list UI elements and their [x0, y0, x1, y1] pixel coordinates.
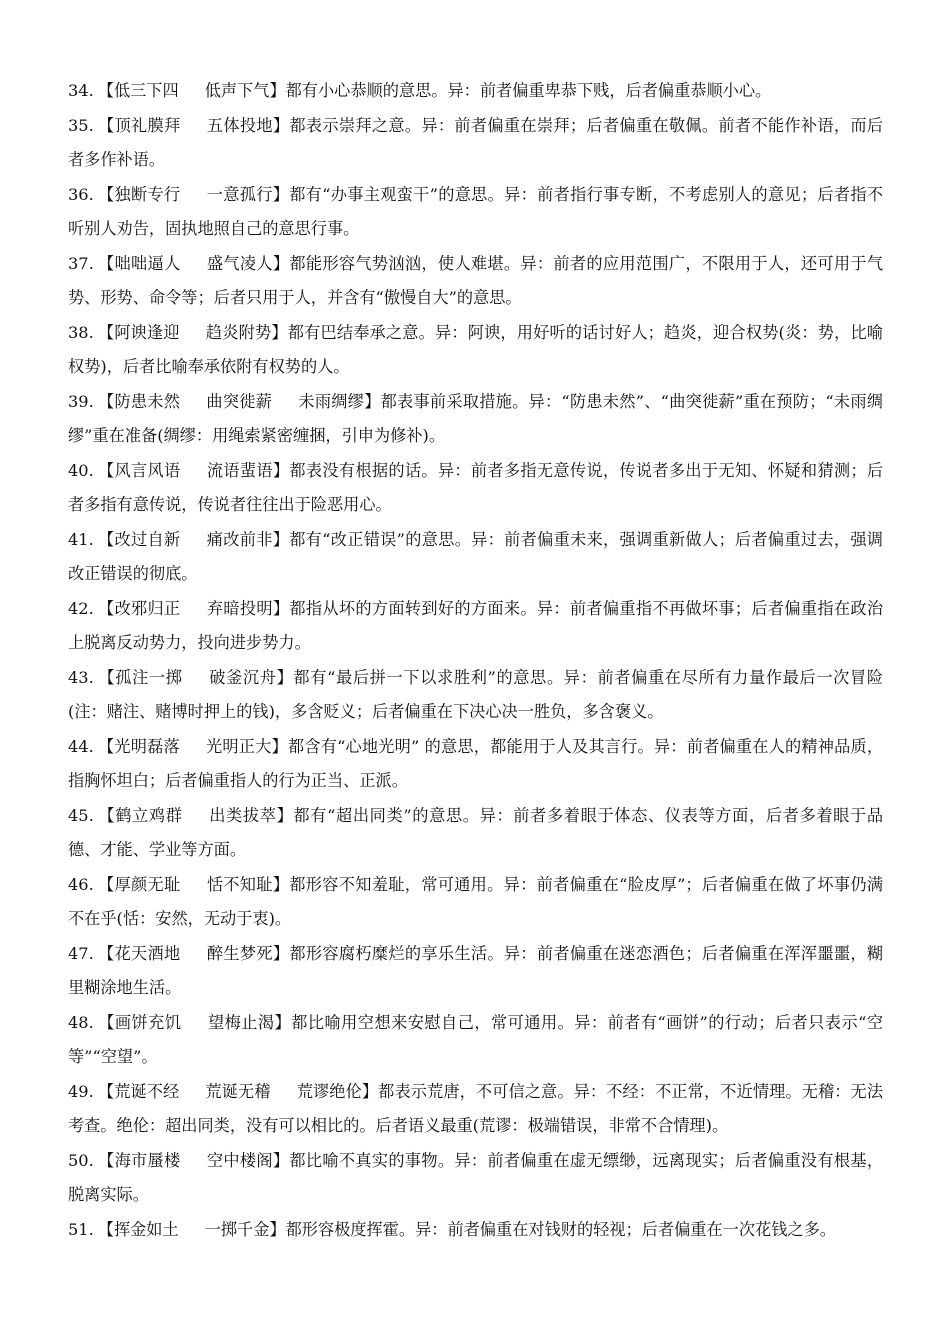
idiom-term: 独断专行 — [114, 184, 181, 204]
entry-number: 46. — [68, 874, 94, 894]
entry-number: 37. — [68, 253, 94, 273]
entry-number: 35. — [68, 115, 94, 135]
idiom-term: 破釜沉舟 — [208, 667, 277, 687]
idiom-term: 未雨绸缪 — [298, 391, 365, 411]
idiom-term: 低三下四 — [113, 81, 179, 100]
idiom-term: 光明磊落 — [114, 736, 180, 756]
idiom-term: 流语蜚语 — [206, 460, 273, 480]
idiom-term: 荒诞无稽 — [205, 1081, 271, 1101]
idiom-entry: 39. 【防患未然 曲突徙薪 未雨绸缪】都表事前采取措施。异：“防患未然”、“曲突徙薪”重在预防；“未雨绸缪”重在准备(绸缪：用绳索紧密缠捆，引申为修补)。 — [68, 391, 883, 445]
idiom-entry-list — [68, 74, 883, 1247]
idiom-entry: 49. 【荒诞不经 荒诞无稽 荒谬绝伦】都表示荒唐，不可信之意。异：不经：不正常，不近情理。无稽：无法考查。绝伦：超出同类，没有可以相比的。后者语义最重(荒谬：极端错误，非常不合情理)。 — [68, 1081, 884, 1135]
entry-number: 51. — [68, 1219, 94, 1239]
idiom-term: 醉生梦死 — [206, 943, 273, 963]
idiom-entry: 50. 【海市蜃楼 空中楼阁】都比喻不真实的事物。异：前者偏重在虚无缥缈，远离现实；后者偏重没有根基，脱离实际。 — [68, 1150, 884, 1204]
idiom-term: 一掷千金 — [204, 1219, 270, 1239]
idiom-term: 海市蜃楼 — [114, 1150, 181, 1170]
entry-number: 47. — [68, 943, 94, 963]
idiom-entry: 35. 【顶礼膜拜 五体投地】都表示崇拜之意。异：前者偏重在崇拜；后者偏重在敬佩。前者不能作补语，而后者多作补语。 — [68, 115, 884, 169]
idiom-entry: 48. 【画饼充饥 望梅止渴】都比喻用空想来安慰自己，常可通用。异：前者有“画饼”的行动；后者只表示“空等”“空望”。 — [68, 1012, 884, 1066]
document-page — [68, 74, 883, 1247]
idiom-term: 出类拔萃 — [208, 805, 277, 825]
entry-explanation: 都指从坏的方面转到好的方面来。异：前者偏重指不再做坏事；后者偏重指在政治上脱离反动势力，投向进步势力。 — [68, 598, 884, 652]
entry-explanation: 都表没有根据的话。异：前者多指无意传说，传说者多出于无知、怀疑和猜测；后者多指有意传说，传说者往往出于险恶用心。 — [68, 460, 884, 514]
entry-explanation: 都有“最后拼一下以求胜利”的意思。异：前者偏重在尽所有力量作最后一次冒险(注：赌注、赌博时押上的钱)，多含贬义；后者偏重在下决心决一胜负，多含褒义。 — [68, 667, 884, 721]
idiom-term: 改邪归正 — [114, 598, 181, 618]
entry-explanation: 都形容不知羞耻，常可通用。异：前者偏重在“脸皮厚”；后者偏重在做了坏事仍满不在乎(恬：安然，无动于衷)。 — [68, 874, 884, 928]
idiom-term: 挥金如土 — [113, 1219, 179, 1239]
entry-explanation: 都表示荒唐，不可信之意。异：不经：不正常，不近情理。无稽：无法考查。绝伦：超出同类，没有可以相比的。后者语义最重(荒谬：极端错误，非常不合情理)。 — [68, 1081, 884, 1135]
idiom-term: 曲突徙薪 — [206, 391, 273, 411]
entry-number: 42. — [68, 598, 94, 618]
idiom-term: 画饼充饥 — [114, 1012, 182, 1032]
entry-explanation: 都有“办事主观蛮干”的意思。异：前者指行事专断，不考虑别人的意见；后者指不听别人劝告，固执地照自己的意思行事。 — [68, 184, 883, 238]
idiom-term: 厚颜无耻 — [114, 874, 181, 894]
entry-number: 36. — [68, 184, 94, 204]
entry-number: 38. — [68, 322, 94, 342]
idiom-term: 趋炎附势 — [205, 322, 272, 342]
idiom-entry: 34. 【低三下四 低声下气】都有小心恭顺的意思。异：前者偏重卑恭下贱，后者偏重恭顺小心。 — [68, 81, 772, 100]
idiom-term: 五体投地 — [206, 115, 273, 135]
entry-number: 44. — [68, 736, 94, 756]
entry-explanation: 都表事前采取措施。异：“防患未然”、“曲突徙薪”重在预防；“未雨绸缪”重在准备(绸缪：用绳索紧密缠捆，引申为修补)。 — [68, 391, 883, 445]
idiom-entry: 44. 【光明磊落 光明正大】都含有“心地光明” 的意思，都能用于人及其言行。异：前者偏重在人的精神品质，指胸怀坦白；后者偏重指人的行为正当、正派。 — [68, 736, 884, 790]
entry-explanation: 都有小心恭顺的意思。异：前者偏重卑恭下贱，后者偏重恭顺小心。 — [285, 81, 772, 100]
idiom-term: 盛气凌人 — [206, 253, 273, 273]
idiom-term: 孤注一掷 — [115, 667, 183, 687]
idiom-term: 阿谀逢迎 — [114, 322, 180, 342]
idiom-term: 咄咄逼人 — [114, 253, 181, 273]
idiom-entry: 36. 【独断专行 一意孤行】都有“办事主观蛮干”的意思。异：前者指行事专断，不考虑别人的意见；后者指不听别人劝告，固执地照自己的意思行事。 — [68, 184, 883, 238]
idiom-entry: 40. 【风言风语 流语蜚语】都表没有根据的话。异：前者多指无意传说，传说者多出于无知、怀疑和猜测；后者多指有意传说，传说者往往出于险恶用心。 — [68, 460, 884, 514]
idiom-entry: 51. 【挥金如土 一掷千金】都形容极度挥霍。异：前者偏重在对钱财的轻视；后者偏重在一次花钱之多。 — [68, 1219, 836, 1239]
idiom-term: 鹤立鸡群 — [115, 805, 183, 825]
entry-explanation: 都比喻用空想来安慰自己，常可通用。异：前者有“画饼”的行动；后者只表示“空等”“空望”。 — [68, 1012, 884, 1066]
entry-explanation: 都有巴结奉承之意。异：阿谀，用好听的话讨好人；趋炎，迎合权势(炎：势，比喻权势)，后者比喻奉承依附有权势的人。 — [68, 322, 884, 376]
entry-explanation: 都形容腐朽糜烂的享乐生活。异：前者偏重在迷恋酒色；后者偏重在浑浑噩噩，糊里糊涂地生活。 — [68, 943, 884, 997]
idiom-term: 风言风语 — [114, 460, 181, 480]
entry-number: 39. — [68, 391, 94, 411]
idiom-entry: 37. 【咄咄逼人 盛气凌人】都能形容气势汹汹，使人难堪。异：前者的应用范围广，不限用于人，还可用于气势、形势、命令等；后者只用于人，并含有“傲慢自大”的意思。 — [68, 253, 884, 307]
idiom-term: 空中楼阁 — [206, 1150, 273, 1170]
idiom-entry: 46. 【厚颜无耻 恬不知耻】都形容不知羞耻，常可通用。异：前者偏重在“脸皮厚”；后者偏重在做了坏事仍满不在乎(恬：安然，无动于衷)。 — [68, 874, 884, 928]
idiom-entry: 43. 【孤注一掷 破釜沉舟】都有“最后拼一下以求胜利”的意思。异：前者偏重在尽所有力量作最后一次冒险(注：赌注、赌博时押上的钱)，多含贬义；后者偏重在下决心决一胜负，多含褒义。 — [68, 667, 884, 721]
entry-explanation: 都有“超出同类”的意思。异：前者多着眼于体态、仪表等方面，后者多着眼于品德、才能、学业等方面。 — [68, 805, 884, 859]
entry-explanation: 都有“改正错误”的意思。异：前者偏重未来，强调重新做人；后者偏重过去，强调改正错误的彻底。 — [68, 529, 883, 583]
entry-number: 41. — [68, 529, 94, 549]
entry-explanation: 都表示崇拜之意。异：前者偏重在崇拜；后者偏重在敬佩。前者不能作补语，而后者多作补语。 — [68, 115, 884, 169]
idiom-entry: 38. 【阿谀逢迎 趋炎附势】都有巴结奉承之意。异：阿谀，用好听的话讨好人；趋炎，迎合权势(炎：势，比喻权势)，后者比喻奉承依附有权势的人。 — [68, 322, 884, 376]
idiom-term: 花天酒地 — [114, 943, 181, 963]
idiom-term: 一意孤行 — [206, 184, 273, 204]
idiom-term: 弃暗投明 — [206, 598, 273, 618]
idiom-entry: 42. 【改邪归正 弃暗投明】都指从坏的方面转到好的方面来。异：前者偏重指不再做坏事；后者偏重指在政治上脱离反动势力，投向进步势力。 — [68, 598, 884, 652]
idiom-term: 改过自新 — [114, 529, 181, 549]
idiom-entry: 45. 【鹤立鸡群 出类拔萃】都有“超出同类”的意思。异：前者多着眼于体态、仪表等方面，后者多着眼于品德、才能、学业等方面。 — [68, 805, 884, 859]
idiom-term: 光明正大 — [205, 736, 272, 756]
entry-number: 49. — [68, 1081, 94, 1101]
entry-number: 34. — [68, 81, 94, 100]
idiom-term: 防患未然 — [114, 391, 181, 411]
entry-number: 45. — [68, 805, 94, 825]
idiom-entry: 47. 【花天酒地 醉生梦死】都形容腐朽糜烂的享乐生活。异：前者偏重在迷恋酒色；后者偏重在浑浑噩噩，糊里糊涂地生活。 — [68, 943, 884, 997]
entry-number: 50. — [68, 1150, 94, 1170]
idiom-term: 望梅止渴 — [207, 1012, 275, 1032]
entry-explanation: 都比喻不真实的事物。异：前者偏重在虚无缥缈，远离现实；后者偏重没有根基，脱离实际。 — [68, 1150, 884, 1204]
idiom-term: 荒诞不经 — [114, 1081, 180, 1101]
idiom-term: 顶礼膜拜 — [114, 115, 181, 135]
idiom-term: 恬不知耻 — [206, 874, 273, 894]
idiom-term: 低声下气 — [204, 81, 270, 100]
entry-explanation: 都形容极度挥霍。异：前者偏重在对钱财的轻视；后者偏重在一次花钱之多。 — [285, 1219, 836, 1239]
entry-number: 48. — [68, 1012, 94, 1032]
entry-explanation: 都含有“心地光明” 的意思，都能用于人及其言行。异：前者偏重在人的精神品质，指胸怀坦白；后者偏重指人的行为正当、正派。 — [68, 736, 884, 790]
idiom-term: 痛改前非 — [206, 529, 273, 549]
idiom-term: 荒谬绝伦 — [296, 1081, 362, 1101]
entry-explanation: 都能形容气势汹汹，使人难堪。异：前者的应用范围广，不限用于人，还可用于气势、形势、命令等；后者只用于人，并含有“傲慢自大”的意思。 — [68, 253, 884, 307]
entry-number: 40. — [68, 460, 94, 480]
entry-number: 43. — [68, 667, 94, 687]
idiom-entry: 41. 【改过自新 痛改前非】都有“改正错误”的意思。异：前者偏重未来，强调重新做人；后者偏重过去，强调改正错误的彻底。 — [68, 529, 883, 583]
